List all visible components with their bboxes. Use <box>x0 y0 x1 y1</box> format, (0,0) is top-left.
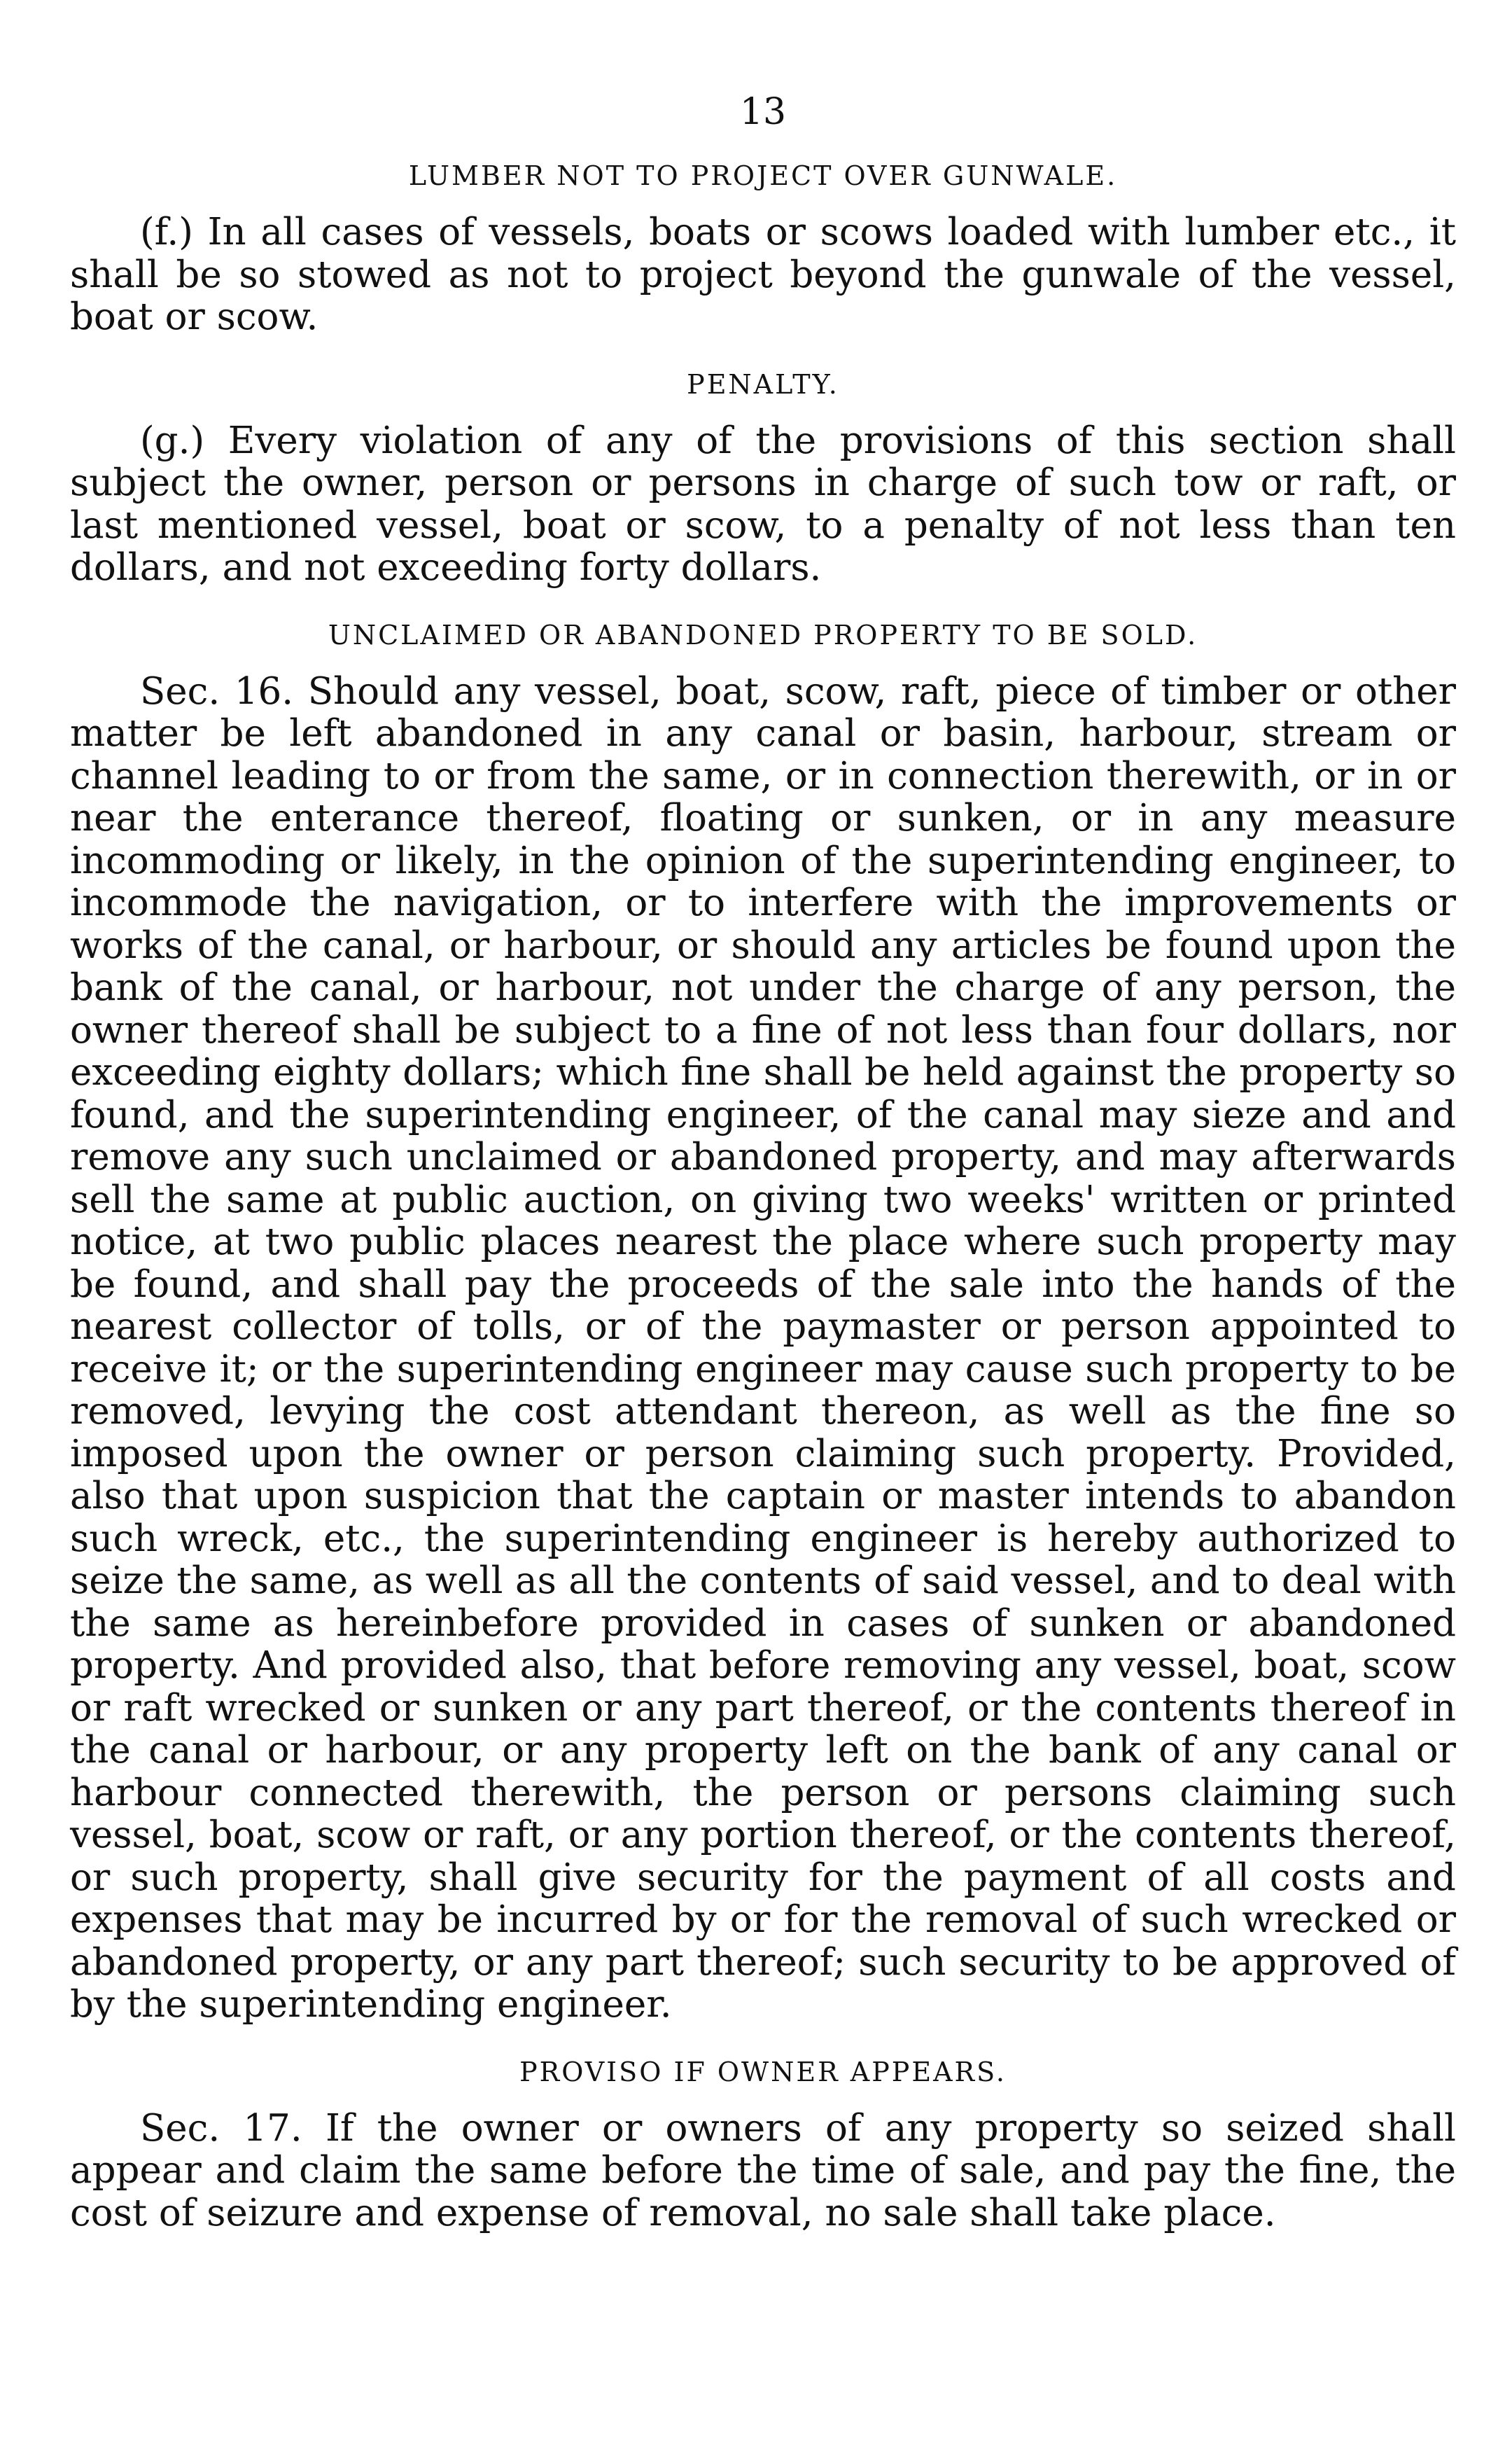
paragraph-f <box>70 211 1456 339</box>
section-label-17: Sec. 17. <box>140 2106 302 2150</box>
paragraph-sec-17-text: If the owner or owners of any property so seized shall appear and claim the same before the time of sale, and pay the fine, the cost of seizure and expense of removal, no sale shall take place. <box>70 2106 1456 2234</box>
paragraph-g-text: Every violation of any of the provisions of this section shall subject the owner, person or persons in charge of such tow or raft, or last mentioned vessel, boat or scow, to a penalty of not less than ten dollars, and not exceeding forty dollars. <box>70 419 1456 589</box>
paragraph-sec-17 <box>70 2108 1456 2235</box>
paragraph-g <box>70 420 1456 590</box>
heading-unclaimed-property: UNCLAIMED OR ABANDONED PROPERTY TO BE SOLD. <box>328 619 1198 651</box>
heading-lumber: LUMBER NOT TO PROJECT OVER GUNWALE. <box>408 160 1118 191</box>
paragraph-sec-16-text: Should any vessel, boat, scow, raft, piece of timber or other matter be left abandoned in any canal or basin, harbour, stream or channel leading to or from the same, or in connection therewith, or in or near the enterance thereof, floating or sunken, or in any measure incommoding or likely, in the opinion of the superintending engineer, to incommode the navigation, or to interfere with the improvements or works of the canal, or harbour, or should any articles be found upon the bank of the canal, or harbour, not under the charge of any person, the owner thereof shall be subject to a fine of not less than four dollars, nor exceeding eighty dollars; which fine shall be held against the property so found, and the superintending engineer, of the canal may sieze and and remove any such unclaimed or abandoned property, and may afterwards sell the same at public auction, on giving two weeks' written or printed notice, at two public places nearest the place where such property may be found, and shall pay the proceeds of the sale into the hands of the nearest collector of tolls, or of the paymaster or person appointed to receive it; or the superintending engineer may cause such property to be removed, levying the cost attendant thereon, as well as the fine so imposed upon the owner or person claiming such property. Provided, also that upon suspicion that the captain or master intends to abandon such wreck, etc., the superintending engineer is hereby authorized to seize the same, as well as all the contents of said vessel, and to deal with the same as hereinbefore provided in cases of sunken or abandoned property. And provided also, that before removing any vessel, boat, scow or raft wrecked or sunken or any part thereof, or the contents thereof in the canal or harbour, or any property left on the bank of any canal or harbour connected therewith, the person or persons claiming such vessel, boat, scow or raft, or any portion thereof, or the contents thereof, or such property, shall give security for the payment of all costs and expenses that may be incurred by or for the removal of such wrecked or abandoned property, or any part thereof; such security to be approved of by the superintending engineer. <box>70 669 1456 2026</box>
document-page <box>70 91 1456 2262</box>
heading-penalty: PENALTY. <box>687 368 839 400</box>
page-number: 13 <box>739 91 787 133</box>
section-label-16: Sec. 16. <box>140 669 294 713</box>
clause-label-f: (f.) <box>140 211 193 253</box>
clause-label-g: (g.) <box>140 419 205 462</box>
heading-proviso-owner: PROVISO IF OWNER APPEARS. <box>519 2056 1007 2087</box>
paragraph-sec-16 <box>70 671 1456 2026</box>
paragraph-f-text: In all cases of vessels, boats or scows loaded with lumber etc., it shall be so stowed as not to project beyond the gunwale of the vessel, boat or scow. <box>70 211 1456 338</box>
